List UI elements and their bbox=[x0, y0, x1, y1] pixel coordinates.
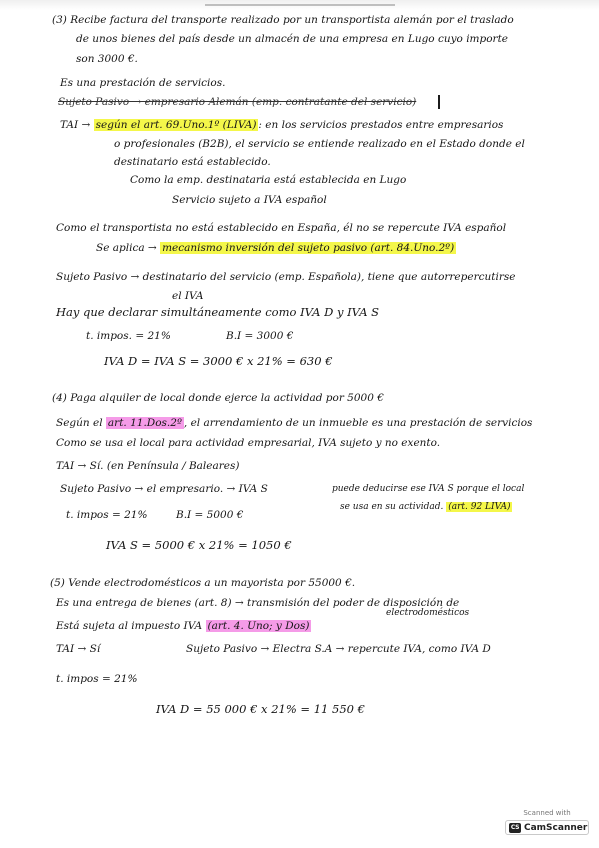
s3-destino-2: Servicio sujeto a IVA español bbox=[172, 194, 327, 206]
s4-line-1: (4) Paga alquiler de local donde ejerce la actividad por 5000 € bbox=[52, 392, 384, 404]
s4-calculo: IVA S = 5000 € x 21% = 1050 € bbox=[106, 538, 292, 552]
s4-tai: TAI → Sí. (en Península / Baleares) bbox=[56, 460, 240, 472]
s3-tai-rest: : en los servicios prestados entre empresarios bbox=[258, 119, 504, 131]
s4-sujeto-pasivo: Sujeto Pasivo → el empresario. → IVA S bbox=[60, 483, 268, 495]
scan-top-mark bbox=[205, 0, 395, 6]
s4-base-imponible: B.I = 5000 € bbox=[176, 509, 244, 521]
s5-calculo: IVA D = 55 000 € x 21% = 11 550 € bbox=[156, 702, 365, 716]
s4-nota-2-highlight: (art. 92 LIVA) bbox=[448, 502, 511, 512]
s5-entrega-2: electrodomésticos bbox=[386, 608, 470, 618]
s5-tai: TAI → Sí bbox=[56, 643, 101, 655]
s3-tai-highlight: según el art. 69.Uno.1º (LIVA) bbox=[95, 119, 257, 131]
s4-tipo: t. impos = 21% bbox=[66, 509, 148, 521]
s4-local: Como se usa el local para actividad empresarial, IVA sujeto y no exento. bbox=[56, 437, 441, 449]
camscanner-badge bbox=[505, 820, 589, 835]
s3-line-1: (3) Recibe factura del transporte realizado por un transportista alemán por el traslado bbox=[52, 14, 514, 26]
s5-sujeta-line bbox=[56, 619, 311, 633]
s3-tai-line bbox=[60, 118, 503, 132]
s3-line-3: son 3000 €. bbox=[76, 53, 138, 65]
s3-calculo: IVA D = IVA S = 3000 € x 21% = 630 € bbox=[104, 354, 333, 368]
s4-nota-2-prefix: se usa en su actividad. bbox=[340, 502, 444, 512]
s3-destino-1: Como la emp. destinataria está establecida en Lugo bbox=[130, 174, 407, 186]
s3-sujeto-pasivo-1: Sujeto Pasivo → destinatario del servicio (emp. Española), tiene que autorrepercutirse bbox=[56, 271, 516, 283]
s5-entrega: Es una entrega de bienes (art. 8) → transmisión del poder de disposición de bbox=[56, 597, 460, 609]
s3-aplica-highlight: mecanismo inversión del sujeto pasivo (art. 84.Uno.2º) bbox=[162, 242, 455, 254]
s3-prestacion: Es una prestación de servicios. bbox=[60, 77, 226, 89]
s5-sujeto-pasivo: Sujeto Pasivo → Electra S.A → repercute IVA, como IVA D bbox=[186, 643, 491, 655]
s4-segun-highlight: art. 11.Dos.2º bbox=[107, 417, 182, 429]
camscanner-brand: CamScanner bbox=[524, 822, 588, 833]
s4-segun-prefix: Según el bbox=[56, 417, 103, 429]
s5-sujeta-prefix: Está sujeta al impuesto IVA bbox=[56, 620, 203, 632]
s4-nota-2 bbox=[340, 500, 512, 514]
s3-aplica-prefix: Se aplica → bbox=[96, 242, 157, 254]
s3-establecido: Como el transportista no está establecido en España, él no se repercute IVA español bbox=[56, 222, 507, 234]
s4-nota-1: puede deducirse ese IVA S porque el local bbox=[332, 484, 525, 494]
s3-sujeto-pasivo-2: el IVA bbox=[172, 290, 204, 302]
s3-tai-line-2: o profesionales (B2B), el servicio se entiende realizado en el Estado donde el bbox=[114, 138, 525, 150]
s3-aplica-line bbox=[96, 241, 456, 255]
s5-tipo: t. impos = 21% bbox=[56, 673, 138, 685]
s3-tai-line-3: destinatario está establecido. bbox=[114, 156, 271, 168]
s3-end-bar bbox=[438, 95, 440, 109]
s5-sujeta-highlight: (art. 4. Uno; y Dos) bbox=[207, 620, 310, 632]
s3-base-imponible: B.I = 3000 € bbox=[226, 330, 294, 342]
s5-line-1: (5) Vende electrodomésticos a un mayorista por 55000 €. bbox=[50, 577, 356, 589]
camscanner-logo-icon: CS bbox=[510, 823, 520, 831]
s4-segun-rest: , el arrendamiento de un inmueble es una prestación de servicios bbox=[183, 417, 533, 429]
s4-segun-line bbox=[56, 416, 532, 430]
s3-strikethrough: Sujeto Pasivo → empresario Alemán (emp. contratante del servicio) bbox=[58, 96, 417, 108]
scanned-with-label: Scanned with bbox=[523, 809, 571, 817]
s3-tai-prefix: TAI → bbox=[60, 119, 91, 131]
s3-tipo: t. impos. = 21% bbox=[86, 330, 171, 342]
s3-line-2: de unos bienes del país desde un almacén de una empresa en Lugo cuyo importe bbox=[76, 33, 509, 45]
s3-declarar: Hay que declarar simultáneamente como IVA D y IVA S bbox=[56, 305, 380, 319]
